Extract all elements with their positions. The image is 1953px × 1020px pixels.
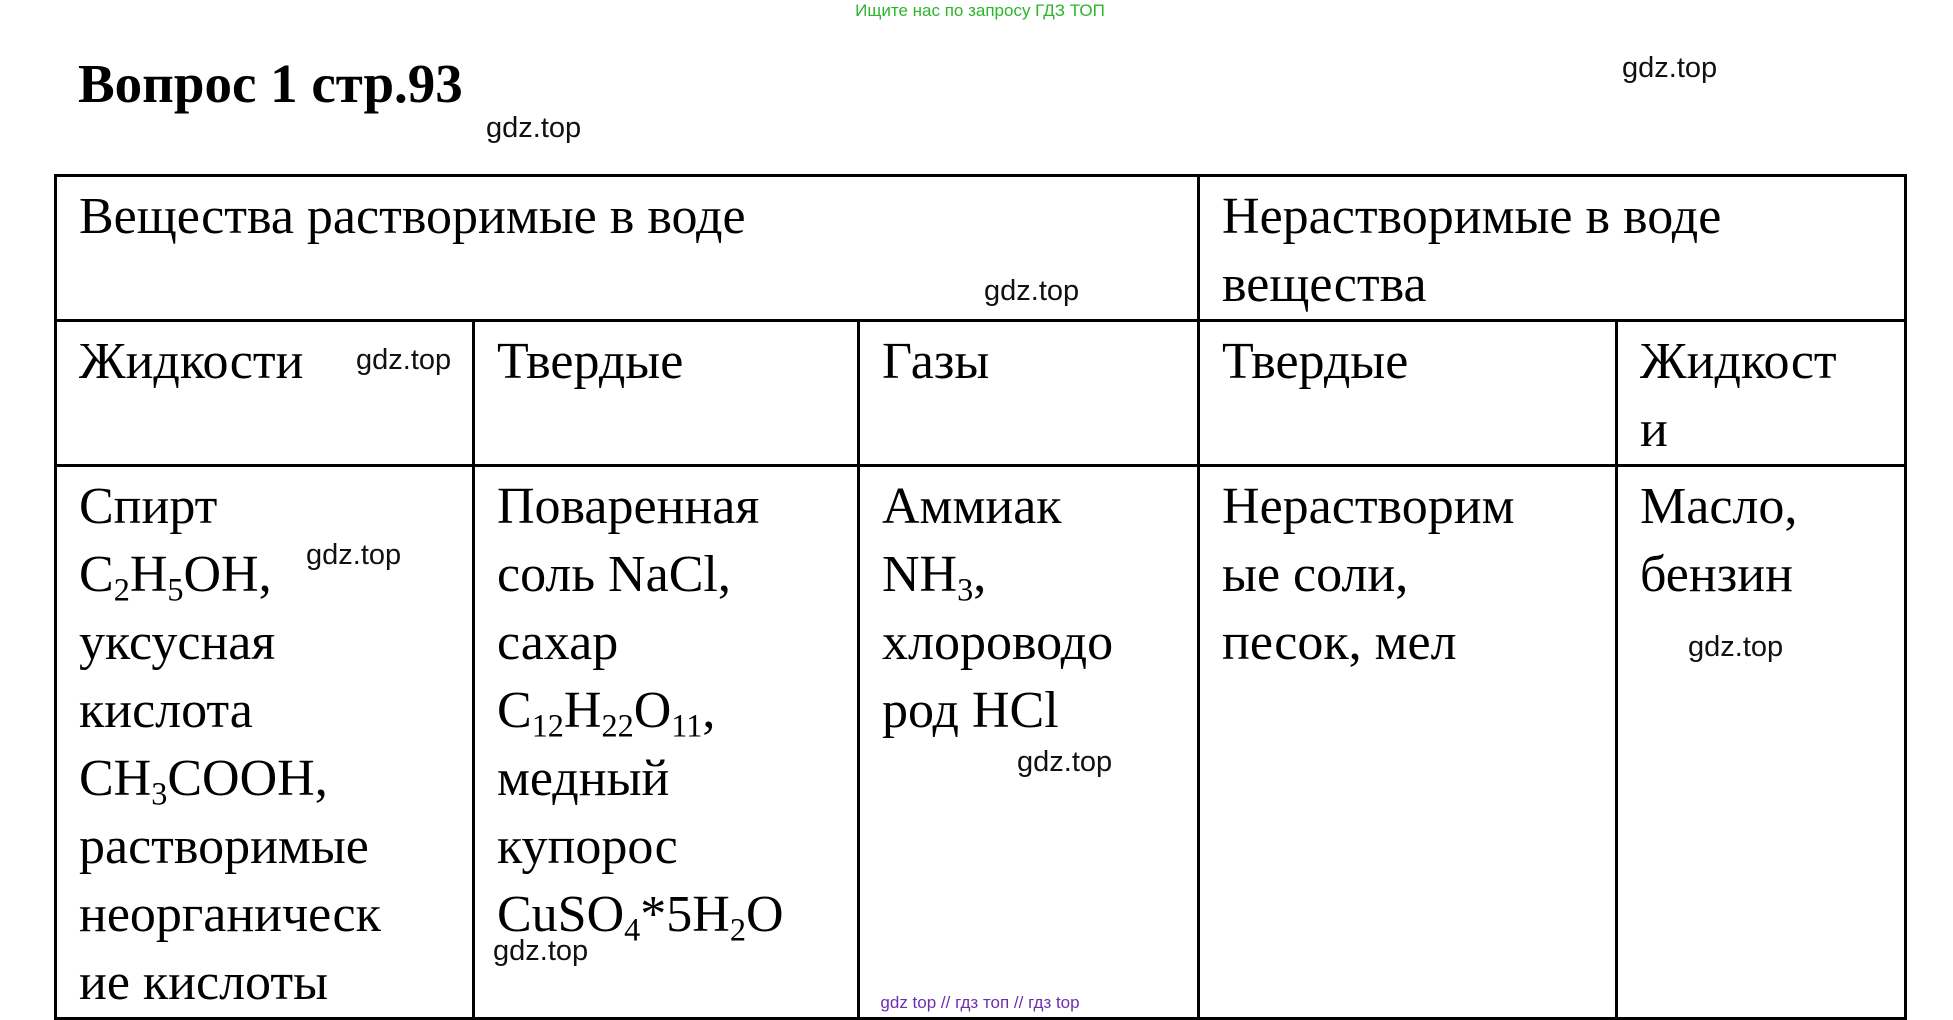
watermark: gdz.top bbox=[306, 539, 402, 571]
cell-insoluble-solids: Нерастворим ые соли, песок, мел bbox=[1199, 466, 1617, 1019]
watermark: gdz.top bbox=[1017, 746, 1113, 778]
watermark: gdz.top bbox=[493, 935, 589, 967]
watermark: gdz.top bbox=[486, 112, 582, 144]
subheader-liquids: Жидкости bbox=[56, 321, 474, 466]
header-soluble: Вещества растворимые в воде bbox=[56, 176, 1199, 321]
watermark: gdz.top bbox=[356, 344, 452, 376]
cell-soluble-liquids: Спирт $C_2H_5OH$, уксусная кислота $CH_3COOH$, растворимые неорганическ ие кислоты bbox=[56, 466, 474, 1019]
footer-note: gdz top // гдз топ // гдз top bbox=[880, 993, 1080, 1012]
header-insoluble: Нерастворимые в воде вещества bbox=[1199, 176, 1906, 321]
sub-header-row bbox=[56, 321, 1906, 466]
subheader-insoluble-solids: Твердые bbox=[1199, 321, 1617, 466]
substances-table bbox=[54, 174, 1907, 1020]
cell-soluble-gases: Аммиак $NH_3$, хлороводо род HCl bbox=[859, 466, 1199, 1019]
cell-insoluble-liquids: Масло, бензин bbox=[1617, 466, 1906, 1019]
watermark: gdz.top bbox=[984, 275, 1080, 307]
subheader-gases: Газы bbox=[859, 321, 1199, 466]
subheader-insoluble-liquids: Жидкост и bbox=[1617, 321, 1906, 466]
content-row bbox=[56, 466, 1906, 1019]
subheader-solids: Твердые bbox=[474, 321, 859, 466]
group-header-row bbox=[56, 176, 1906, 321]
top-note: Ищите нас по запросу ГДЗ ТОП bbox=[855, 1, 1105, 20]
page-title: Вопрос 1 стр.93 bbox=[78, 53, 463, 114]
watermark: gdz.top bbox=[1622, 52, 1718, 84]
cell-soluble-solids: Поваренная соль NaCl, сахар $C_{12}H_{22}O_{11}$, медный купорос $CuSO_4*5H_2O$ bbox=[474, 466, 859, 1019]
watermark: gdz.top bbox=[1688, 631, 1784, 663]
